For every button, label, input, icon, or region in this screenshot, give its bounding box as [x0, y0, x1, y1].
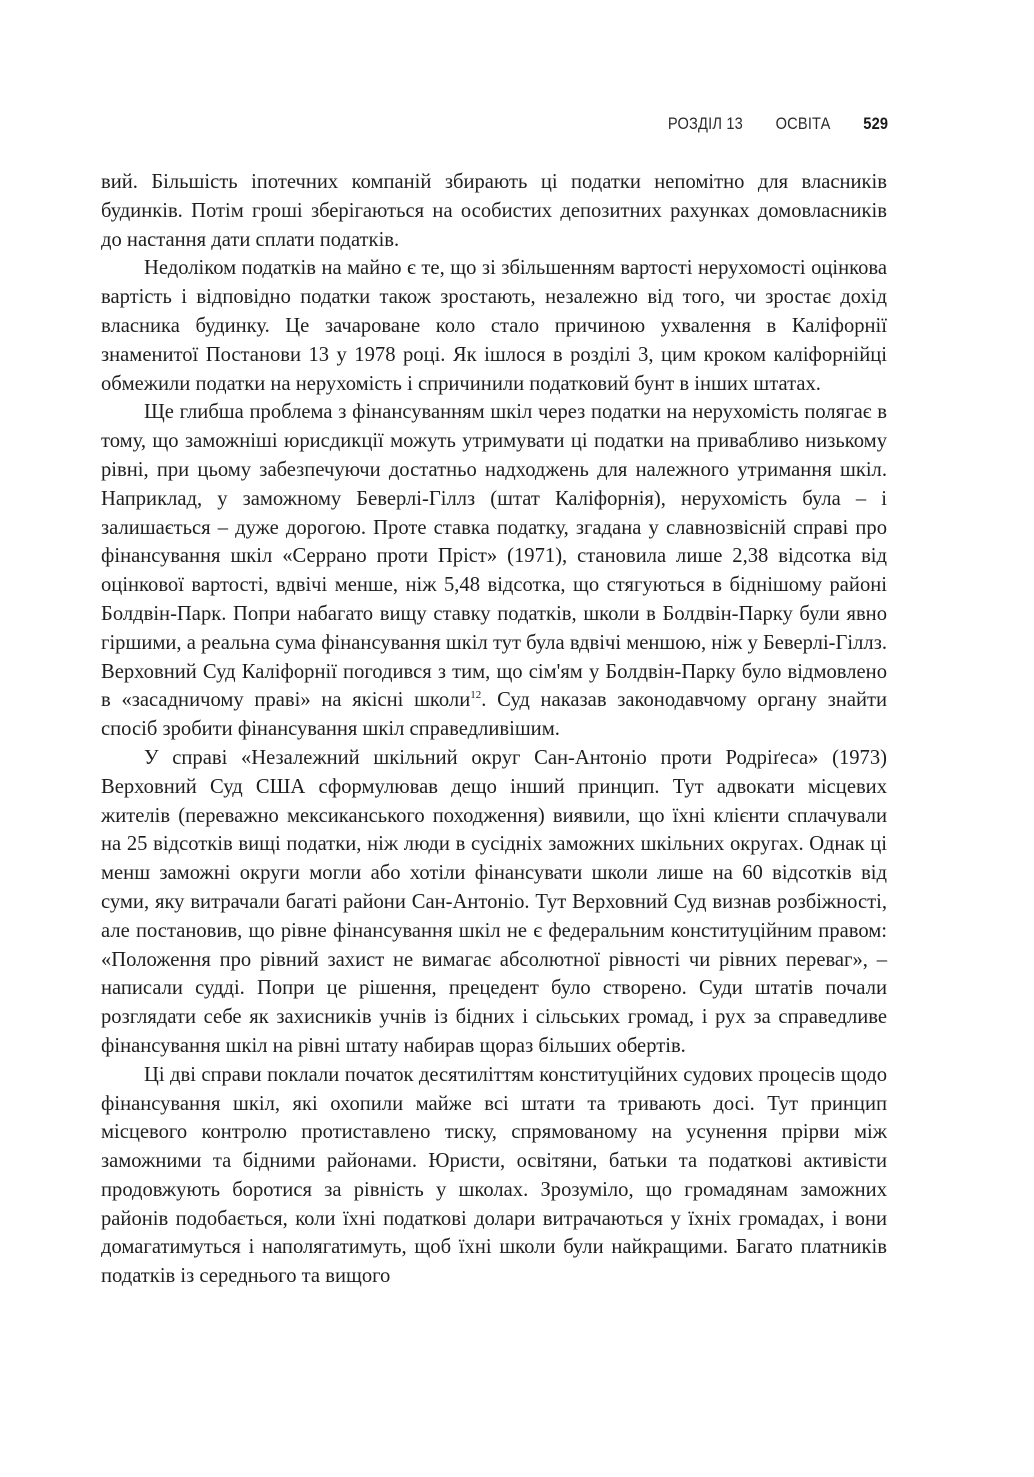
paragraph-3-text-after-footnote: . Суд наказав законодавчому органу знайти спосіб зробити фінансування шкіл справедливішим. [101, 689, 887, 741]
paragraph-5: Ці дві справи поклали початок десятиліттям конституційних судових процесів щодо фінансування шкіл, які охопили майже всі штати та тривають досі. Тут принцип місцевого контролю протиставлено тиску, спрямованому на усунення прірви між заможними та бідними районами. Юристи, освітяни, батьки та податкові активісти продовжують боротися за рівність у школах. Зрозуміло, що громадянам заможних районів подобається, коли їхні податкові долари витрачаються у їхніх громадах, і вони домагатимуться і наполягатимуть, щоб їхні школи були найкращими. Багато платників податків із середнього та вищого [101, 1063, 887, 1288]
paragraph-2: Недоліком податків на майно є те, що зі збільшенням вартості нерухомості оцінкова вартість і відповідно податки також зростають, незалежно від того, чи зростає дохід власника будинку. Це зачароване коло стало причиною ухвалення в Каліфорнії знаменитої Постанови 13 у 1978 році. Як ішлося в розділі 3, цим кроком каліфорнійці обмежили податки на нерухомість і спричинили податковий бунт в інших штатах. [101, 257, 887, 395]
paragraph-3 [101, 398, 887, 744]
paragraph-3-text: Ще глибша проблема з фінансуванням шкіл через податки на нерухомість полягає в тому, що заможніші юрисдикції можуть утримувати ці податки на привабливо низькому рівні, при цьому забезпечуючи достатньо надходжень для належного утримання шкіл. Наприклад, у заможному Беверлі-Гіллз (штат Каліфорнія), нерухомість була – і залишається – дуже дорогою. Проте ставка податку, згадана у славнозвісній справі про фінансування шкіл «Серрано проти Пріст» (1971), становила лише 2,38 відсотка від оцінкової вартості, вдвічі менше, ніж 5,48 відсотка, що стягуються в біднішому районі Болдвін-Парк. Попри набагато вищу ставку податків, школи в Болдвін-Парку були явно гіршими, а реальна сума фінансування шкіл тут була вдвічі меншою, ніж у Беверлі-Гіллз. Верховний Суд Каліфорнії погодився з тим, що сім'ям у Болдвін-Парку було відмовлено в «засадничому праві» на якісні школи [101, 401, 887, 712]
paragraph-1: вий. Більшість іпотечних компаній збирають ці податки непомітно для власників будинків. Потім гроші зберігаються на особистих депозитних рахунках домовласників до настання дати сплати податків. [101, 171, 887, 251]
chapter-label: РОЗДІЛ 13 [667, 114, 743, 133]
paragraph-4: У справі «Незалежний шкільний округ Сан-Антоніо проти Родріґеса» (1973) Верховний Суд США сформулював дещо інший принцип. Тут адвокати місцевих жителів (переважно мексиканського походження) виявили, що їхні клієнти сплачували на 25 відсотків вищі податки, ніж люди в сусідніх заможних шкільних округах. Однак ці менш заможні округи могли або хотіли фінансувати школи лише на 60 відсотків від суми, яку витрачали багаті райони Сан-Антоніо. Тут Верховний Суд визнав розбіжності, але постановив, що рівне фінансування шкіл не є федеральним конституційним правом: «Положення про рівний захист не вимагає абсолютної рівності чи рівних переваг», – написали судді. Попри це рішення, прецедент було створено. Суди штатів почали розглядати себе як захисників учнів із бідних і сільських громад, і рух за справедливе фінансування шкіл на рівні штату набирав щораз більших обертів. [101, 746, 887, 1057]
footnote-reference: 12 [470, 689, 482, 702]
page-number: 529 [863, 114, 888, 133]
section-label: ОСВІТА [775, 114, 831, 133]
body-text [101, 168, 887, 1291]
running-header [668, 114, 888, 134]
